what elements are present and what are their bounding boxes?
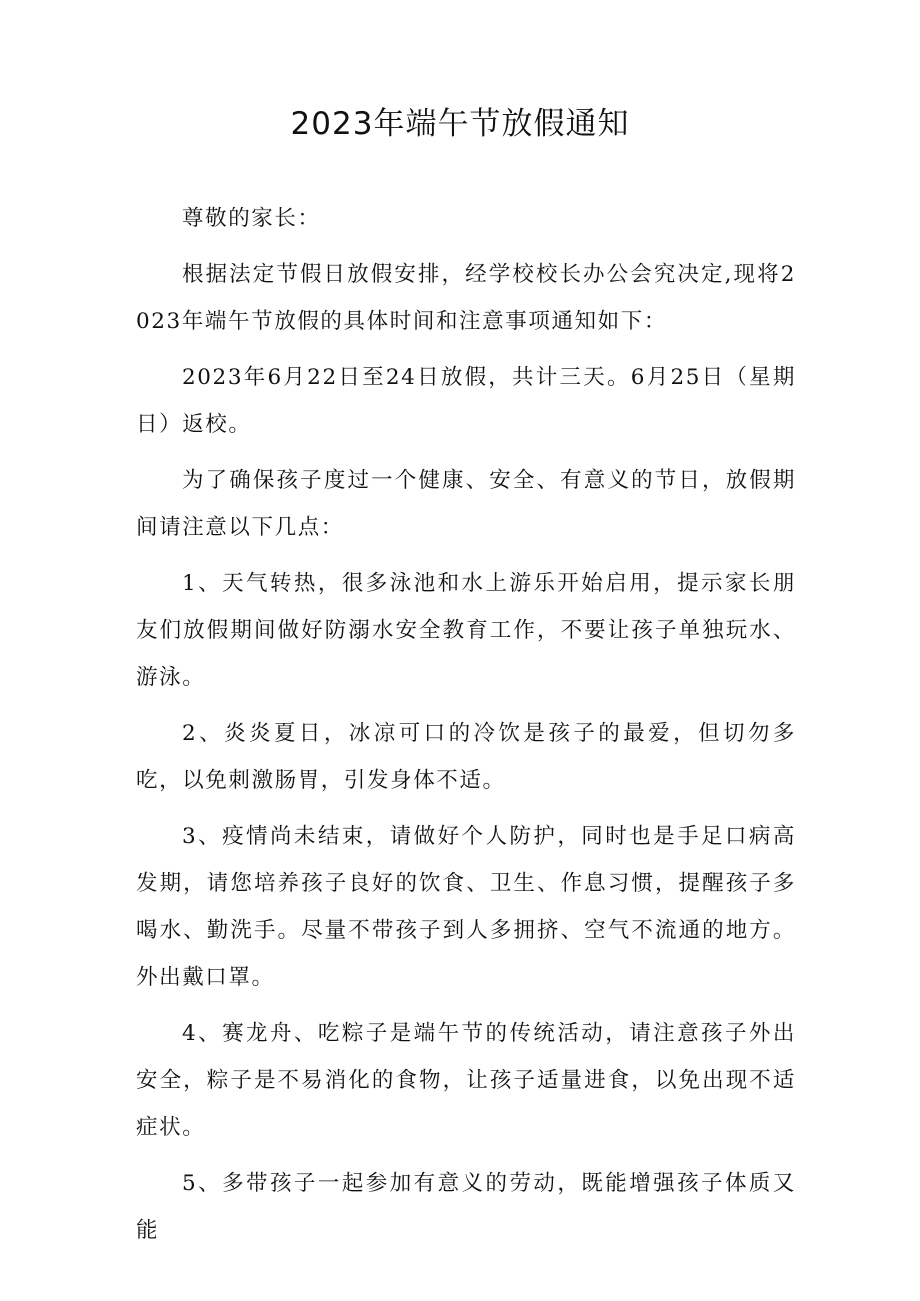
paragraph-holiday-dates: 2023年6月22日至24日放假，共计三天。6月25日（星期日）返校。 xyxy=(136,365,796,437)
paragraph-item-5: 5、多带孩子一起参加有意义的劳动，既能增强孩子体质又能 xyxy=(136,1171,796,1243)
paragraph-item-1: 1、天气转热，很多泳池和水上游乐开始启用，提示家长朋友们放假期间做好防溺水安全教育工作，不要让孩子单独玩水、游泳。 xyxy=(136,571,796,690)
paragraph-notice-lead: 为了确保孩子度过一个健康、安全、有意义的节日，放假期间请注意以下几点： xyxy=(136,468,796,540)
document-title: 2023年端午节放假通知 xyxy=(290,106,630,142)
paragraph-item-3: 3、疫情尚未结束，请做好个人防护，同时也是手足口病高发期，请您培养孩子良好的饮食、卫生、作息习惯，提醒孩子多喝水、勤洗手。尽量不带孩子到人多拥挤、空气不流通的地方。外出戴口罩。 xyxy=(136,824,796,990)
greeting-line: 尊敬的家长： xyxy=(182,206,321,231)
paragraph-item-4: 4、赛龙舟、吃粽子是端午节的传统活动，请注意孩子外出安全，粽子是不易消化的食物，让孩子适量进食，以免出现不适症状。 xyxy=(136,1021,796,1140)
paragraph-item-2: 2、炎炎夏日，冰凉可口的冷饮是孩子的最爱，但切勿多吃，以免刺激肠胃，引发身体不适。 xyxy=(136,721,796,793)
document-body xyxy=(136,195,796,1263)
paragraph-intro: 根据法定节假日放假安排，经学校校长办公会究决定,现将2023年端午节放假的具体时间和注意事项通知如下： xyxy=(136,262,796,334)
